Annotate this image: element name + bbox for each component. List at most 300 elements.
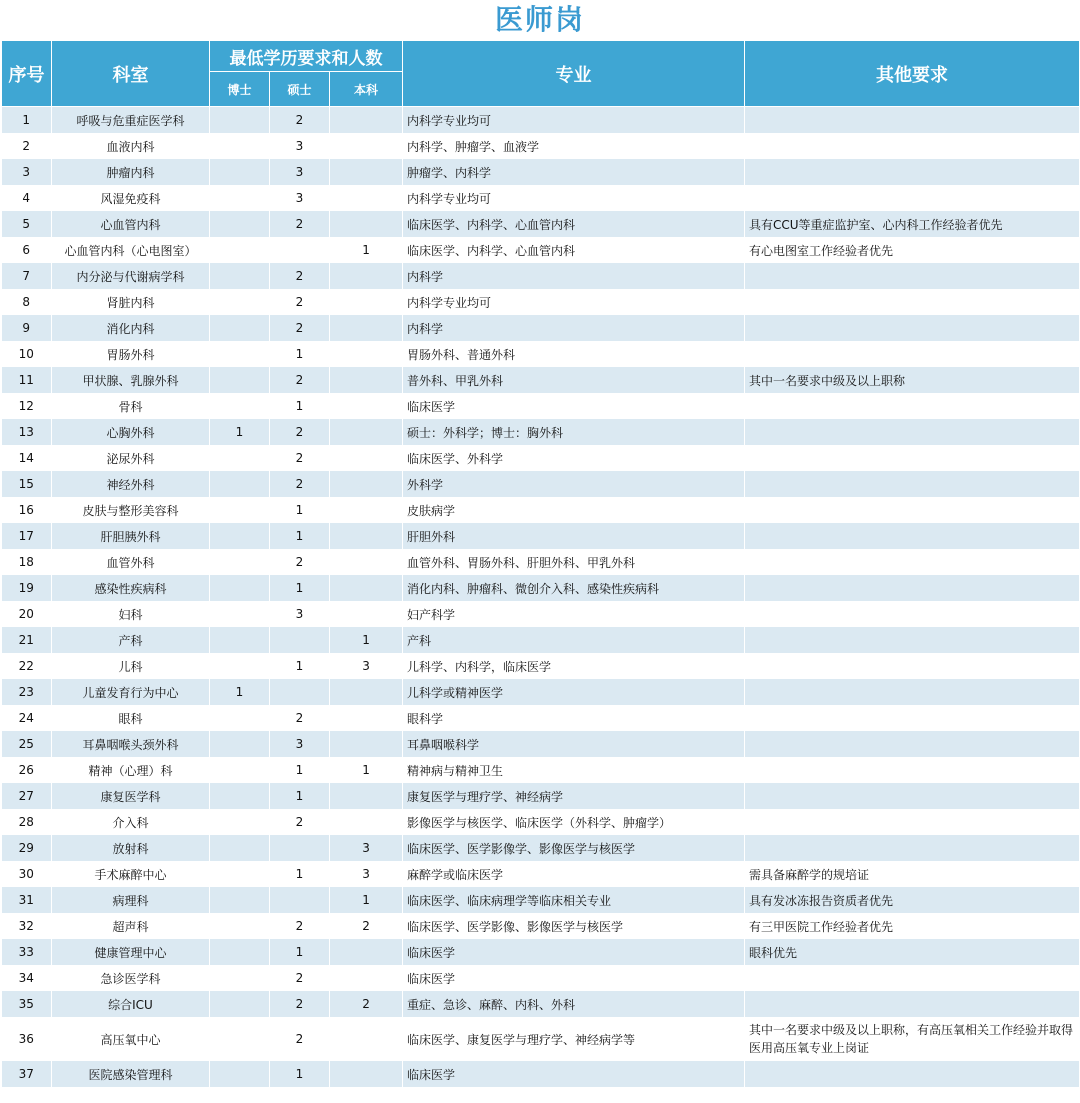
cell-other bbox=[745, 263, 1080, 289]
cell-major: 眼科学 bbox=[403, 705, 745, 731]
table-row bbox=[2, 523, 1080, 549]
cell-other bbox=[745, 549, 1080, 575]
cell-no: 13 bbox=[2, 419, 52, 445]
cell-bachelor bbox=[330, 341, 403, 367]
cell-phd bbox=[210, 185, 270, 211]
cell-master: 2 bbox=[270, 289, 330, 315]
table-body bbox=[2, 107, 1080, 1088]
cell-other: 其中一名要求中级及以上职称 bbox=[745, 367, 1080, 393]
cell-other bbox=[745, 835, 1080, 861]
cell-phd bbox=[210, 731, 270, 757]
cell-bachelor bbox=[330, 679, 403, 705]
cell-master: 1 bbox=[270, 393, 330, 419]
cell-other: 眼科优先 bbox=[745, 939, 1080, 965]
cell-major: 血管外科、胃肠外科、肝胆外科、甲乳外科 bbox=[403, 549, 745, 575]
cell-major: 临床医学 bbox=[403, 393, 745, 419]
cell-bachelor bbox=[330, 783, 403, 809]
table-row bbox=[2, 939, 1080, 965]
cell-bachelor: 3 bbox=[330, 653, 403, 679]
cell-phd bbox=[210, 211, 270, 237]
table-row bbox=[2, 679, 1080, 705]
cell-other bbox=[745, 419, 1080, 445]
table-row bbox=[2, 471, 1080, 497]
cell-major: 内科学、肿瘤学、血液学 bbox=[403, 133, 745, 159]
cell-dept: 眼科 bbox=[52, 705, 210, 731]
cell-master: 2 bbox=[270, 315, 330, 341]
cell-major: 普外科、甲乳外科 bbox=[403, 367, 745, 393]
cell-phd bbox=[210, 1061, 270, 1087]
cell-bachelor bbox=[330, 1017, 403, 1061]
table-row bbox=[2, 341, 1080, 367]
cell-no: 16 bbox=[2, 497, 52, 523]
cell-phd bbox=[210, 471, 270, 497]
cell-bachelor bbox=[330, 107, 403, 134]
cell-bachelor: 1 bbox=[330, 757, 403, 783]
cell-bachelor bbox=[330, 185, 403, 211]
cell-no: 7 bbox=[2, 263, 52, 289]
table-row bbox=[2, 653, 1080, 679]
cell-no: 27 bbox=[2, 783, 52, 809]
table-row bbox=[2, 601, 1080, 627]
cell-dept: 心血管内科 bbox=[52, 211, 210, 237]
cell-phd bbox=[210, 965, 270, 991]
cell-master: 1 bbox=[270, 341, 330, 367]
cell-bachelor: 2 bbox=[330, 913, 403, 939]
table-row bbox=[2, 835, 1080, 861]
table-row bbox=[2, 263, 1080, 289]
cell-dept: 医院感染管理科 bbox=[52, 1061, 210, 1087]
cell-other bbox=[745, 341, 1080, 367]
header-phd: 博士 bbox=[210, 72, 270, 107]
table-row bbox=[2, 913, 1080, 939]
cell-other: 有心电图室工作经验者优先 bbox=[745, 237, 1080, 263]
cell-bachelor bbox=[330, 367, 403, 393]
table-row bbox=[2, 211, 1080, 237]
cell-major: 康复医学与理疗学、神经病学 bbox=[403, 783, 745, 809]
cell-phd: 1 bbox=[210, 679, 270, 705]
cell-no: 31 bbox=[2, 887, 52, 913]
cell-other bbox=[745, 185, 1080, 211]
cell-bachelor bbox=[330, 445, 403, 471]
cell-phd bbox=[210, 107, 270, 134]
cell-master: 2 bbox=[270, 809, 330, 835]
cell-phd bbox=[210, 991, 270, 1017]
table-row bbox=[2, 185, 1080, 211]
cell-dept: 高压氧中心 bbox=[52, 1017, 210, 1061]
cell-other: 其中一名要求中级及以上职称，有高压氧相关工作经验并取得医用高压氧专业上岗证 bbox=[745, 1017, 1080, 1061]
cell-dept: 综合ICU bbox=[52, 991, 210, 1017]
table-row bbox=[2, 575, 1080, 601]
cell-master: 1 bbox=[270, 861, 330, 887]
cell-dept: 肾脏内科 bbox=[52, 289, 210, 315]
table-row bbox=[2, 731, 1080, 757]
cell-major: 临床医学 bbox=[403, 1061, 745, 1087]
cell-other: 需具备麻醉学的规培证 bbox=[745, 861, 1080, 887]
cell-other: 具有发冰冻报告资质者优先 bbox=[745, 887, 1080, 913]
cell-bachelor bbox=[330, 965, 403, 991]
cell-other bbox=[745, 159, 1080, 185]
cell-no: 11 bbox=[2, 367, 52, 393]
cell-no: 3 bbox=[2, 159, 52, 185]
cell-bachelor bbox=[330, 159, 403, 185]
cell-bachelor bbox=[330, 263, 403, 289]
cell-no: 6 bbox=[2, 237, 52, 263]
table-row bbox=[2, 133, 1080, 159]
cell-major: 临床医学、医学影像、影像医学与核医学 bbox=[403, 913, 745, 939]
table-row bbox=[2, 367, 1080, 393]
cell-phd bbox=[210, 757, 270, 783]
cell-major: 硕士：外科学；博士：胸外科 bbox=[403, 419, 745, 445]
cell-bachelor bbox=[330, 575, 403, 601]
cell-dept: 血液内科 bbox=[52, 133, 210, 159]
cell-phd bbox=[210, 159, 270, 185]
cell-phd bbox=[210, 289, 270, 315]
cell-phd bbox=[210, 549, 270, 575]
cell-phd bbox=[210, 237, 270, 263]
cell-major: 临床医学、外科学 bbox=[403, 445, 745, 471]
cell-major: 内科学专业均可 bbox=[403, 289, 745, 315]
cell-no: 18 bbox=[2, 549, 52, 575]
cell-major: 儿科学或精神医学 bbox=[403, 679, 745, 705]
cell-no: 32 bbox=[2, 913, 52, 939]
cell-dept: 急诊医学科 bbox=[52, 965, 210, 991]
cell-master: 1 bbox=[270, 653, 330, 679]
cell-other bbox=[745, 497, 1080, 523]
cell-bachelor: 3 bbox=[330, 835, 403, 861]
cell-bachelor: 1 bbox=[330, 627, 403, 653]
cell-dept: 内分泌与代谢病学科 bbox=[52, 263, 210, 289]
cell-phd bbox=[210, 497, 270, 523]
cell-major: 消化内科、肿瘤科、微创介入科、感染性疾病科 bbox=[403, 575, 745, 601]
cell-bachelor bbox=[330, 939, 403, 965]
cell-dept: 风湿免疫科 bbox=[52, 185, 210, 211]
cell-other bbox=[745, 705, 1080, 731]
cell-no: 29 bbox=[2, 835, 52, 861]
table-row bbox=[2, 809, 1080, 835]
cell-dept: 放射科 bbox=[52, 835, 210, 861]
cell-major: 影像医学与核医学、临床医学（外科学、肿瘤学） bbox=[403, 809, 745, 835]
cell-bachelor bbox=[330, 523, 403, 549]
cell-phd bbox=[210, 575, 270, 601]
table-row bbox=[2, 1017, 1080, 1061]
table-row bbox=[2, 107, 1080, 134]
cell-no: 36 bbox=[2, 1017, 52, 1061]
table-row bbox=[2, 419, 1080, 445]
cell-other bbox=[745, 1061, 1080, 1087]
table-header bbox=[2, 41, 1080, 107]
table-row bbox=[2, 757, 1080, 783]
cell-no: 14 bbox=[2, 445, 52, 471]
cell-no: 25 bbox=[2, 731, 52, 757]
cell-phd bbox=[210, 835, 270, 861]
cell-dept: 介入科 bbox=[52, 809, 210, 835]
cell-no: 20 bbox=[2, 601, 52, 627]
cell-phd bbox=[210, 523, 270, 549]
cell-major: 耳鼻咽喉科学 bbox=[403, 731, 745, 757]
cell-major: 临床医学、临床病理学等临床相关专业 bbox=[403, 887, 745, 913]
table-row bbox=[2, 315, 1080, 341]
cell-other bbox=[745, 393, 1080, 419]
cell-phd bbox=[210, 367, 270, 393]
cell-phd bbox=[210, 861, 270, 887]
cell-other bbox=[745, 965, 1080, 991]
cell-other bbox=[745, 653, 1080, 679]
cell-dept: 甲状腺、乳腺外科 bbox=[52, 367, 210, 393]
table-row bbox=[2, 783, 1080, 809]
cell-other bbox=[745, 783, 1080, 809]
table-row bbox=[2, 549, 1080, 575]
cell-other bbox=[745, 575, 1080, 601]
cell-bachelor bbox=[330, 601, 403, 627]
cell-major: 内科学专业均可 bbox=[403, 107, 745, 134]
cell-master: 2 bbox=[270, 471, 330, 497]
cell-dept: 儿童发育行为中心 bbox=[52, 679, 210, 705]
cell-major: 临床医学 bbox=[403, 965, 745, 991]
cell-bachelor bbox=[330, 133, 403, 159]
cell-dept: 骨科 bbox=[52, 393, 210, 419]
cell-other bbox=[745, 601, 1080, 627]
cell-master: 1 bbox=[270, 1061, 330, 1087]
cell-no: 22 bbox=[2, 653, 52, 679]
cell-major: 内科学专业均可 bbox=[403, 185, 745, 211]
cell-dept: 肝胆胰外科 bbox=[52, 523, 210, 549]
cell-major: 儿科学、内科学，临床医学 bbox=[403, 653, 745, 679]
cell-no: 34 bbox=[2, 965, 52, 991]
cell-bachelor: 1 bbox=[330, 887, 403, 913]
cell-phd bbox=[210, 263, 270, 289]
cell-major: 肝胆外科 bbox=[403, 523, 745, 549]
cell-master: 2 bbox=[270, 419, 330, 445]
page-title: 医师岗 bbox=[494, 3, 585, 36]
cell-dept: 超声科 bbox=[52, 913, 210, 939]
header-edu-group: 最低学历要求和人数 bbox=[210, 41, 403, 72]
cell-major: 重症、急诊、麻醉、内科、外科 bbox=[403, 991, 745, 1017]
cell-major: 胃肠外科、普通外科 bbox=[403, 341, 745, 367]
cell-bachelor bbox=[330, 809, 403, 835]
cell-major: 肿瘤学、内科学 bbox=[403, 159, 745, 185]
cell-other: 具有CCU等重症监护室、心内科工作经验者优先 bbox=[745, 211, 1080, 237]
cell-no: 37 bbox=[2, 1061, 52, 1087]
cell-dept: 感染性疾病科 bbox=[52, 575, 210, 601]
cell-master: 3 bbox=[270, 731, 330, 757]
cell-bachelor bbox=[330, 211, 403, 237]
cell-master: 1 bbox=[270, 497, 330, 523]
table-row bbox=[2, 627, 1080, 653]
cell-phd bbox=[210, 783, 270, 809]
cell-master: 1 bbox=[270, 783, 330, 809]
cell-master: 2 bbox=[270, 107, 330, 134]
cell-master: 3 bbox=[270, 133, 330, 159]
cell-no: 4 bbox=[2, 185, 52, 211]
cell-dept: 妇科 bbox=[52, 601, 210, 627]
cell-master: 2 bbox=[270, 445, 330, 471]
table-row bbox=[2, 705, 1080, 731]
cell-dept: 胃肠外科 bbox=[52, 341, 210, 367]
cell-phd bbox=[210, 601, 270, 627]
cell-master: 3 bbox=[270, 185, 330, 211]
cell-no: 1 bbox=[2, 107, 52, 134]
cell-master: 1 bbox=[270, 939, 330, 965]
cell-dept: 心胸外科 bbox=[52, 419, 210, 445]
cell-no: 19 bbox=[2, 575, 52, 601]
cell-master: 2 bbox=[270, 367, 330, 393]
cell-master bbox=[270, 237, 330, 263]
table-row bbox=[2, 861, 1080, 887]
cell-dept: 健康管理中心 bbox=[52, 939, 210, 965]
cell-phd bbox=[210, 653, 270, 679]
cell-phd bbox=[210, 445, 270, 471]
cell-no: 21 bbox=[2, 627, 52, 653]
cell-no: 35 bbox=[2, 991, 52, 1017]
cell-other bbox=[745, 991, 1080, 1017]
cell-phd bbox=[210, 913, 270, 939]
cell-phd bbox=[210, 133, 270, 159]
cell-master: 1 bbox=[270, 575, 330, 601]
cell-bachelor bbox=[330, 393, 403, 419]
cell-other bbox=[745, 757, 1080, 783]
cell-major: 内科学 bbox=[403, 315, 745, 341]
cell-no: 23 bbox=[2, 679, 52, 705]
cell-master: 1 bbox=[270, 523, 330, 549]
cell-other bbox=[745, 471, 1080, 497]
cell-bachelor bbox=[330, 289, 403, 315]
cell-dept: 血管外科 bbox=[52, 549, 210, 575]
cell-other bbox=[745, 627, 1080, 653]
cell-bachelor bbox=[330, 549, 403, 575]
cell-dept: 精神（心理）科 bbox=[52, 757, 210, 783]
cell-dept: 耳鼻咽喉头颈外科 bbox=[52, 731, 210, 757]
cell-dept: 肿瘤内科 bbox=[52, 159, 210, 185]
cell-other bbox=[745, 523, 1080, 549]
cell-master: 3 bbox=[270, 601, 330, 627]
cell-master: 2 bbox=[270, 211, 330, 237]
cell-bachelor bbox=[330, 419, 403, 445]
cell-master: 2 bbox=[270, 913, 330, 939]
table-row bbox=[2, 445, 1080, 471]
header-major: 专业 bbox=[403, 41, 745, 107]
cell-other bbox=[745, 679, 1080, 705]
cell-phd bbox=[210, 705, 270, 731]
table-row bbox=[2, 1061, 1080, 1087]
header-other: 其他要求 bbox=[745, 41, 1080, 107]
cell-phd: 1 bbox=[210, 419, 270, 445]
cell-major: 皮肤病学 bbox=[403, 497, 745, 523]
cell-dept: 儿科 bbox=[52, 653, 210, 679]
cell-no: 2 bbox=[2, 133, 52, 159]
cell-master: 2 bbox=[270, 263, 330, 289]
cell-master: 2 bbox=[270, 991, 330, 1017]
cell-dept: 产科 bbox=[52, 627, 210, 653]
table-row bbox=[2, 289, 1080, 315]
cell-dept: 神经外科 bbox=[52, 471, 210, 497]
cell-no: 33 bbox=[2, 939, 52, 965]
cell-other bbox=[745, 289, 1080, 315]
cell-bachelor bbox=[330, 731, 403, 757]
header-master: 硕士 bbox=[270, 72, 330, 107]
positions-table bbox=[1, 40, 1080, 1087]
cell-no: 9 bbox=[2, 315, 52, 341]
cell-major: 麻醉学或临床医学 bbox=[403, 861, 745, 887]
cell-bachelor bbox=[330, 497, 403, 523]
table-row bbox=[2, 887, 1080, 913]
cell-no: 15 bbox=[2, 471, 52, 497]
table-row bbox=[2, 965, 1080, 991]
cell-major: 临床医学、内科学、心血管内科 bbox=[403, 237, 745, 263]
cell-other bbox=[745, 107, 1080, 134]
cell-master bbox=[270, 627, 330, 653]
cell-bachelor: 2 bbox=[330, 991, 403, 1017]
cell-bachelor bbox=[330, 471, 403, 497]
table-row bbox=[2, 237, 1080, 263]
header-bachelor: 本科 bbox=[330, 72, 403, 107]
cell-bachelor bbox=[330, 1061, 403, 1087]
cell-major: 内科学 bbox=[403, 263, 745, 289]
cell-dept: 病理科 bbox=[52, 887, 210, 913]
cell-no: 26 bbox=[2, 757, 52, 783]
cell-major: 临床医学、康复医学与理疗学、神经病学等 bbox=[403, 1017, 745, 1061]
cell-master: 2 bbox=[270, 965, 330, 991]
cell-master bbox=[270, 835, 330, 861]
cell-other bbox=[745, 133, 1080, 159]
cell-major: 精神病与精神卫生 bbox=[403, 757, 745, 783]
cell-master: 1 bbox=[270, 757, 330, 783]
cell-phd bbox=[210, 315, 270, 341]
cell-other bbox=[745, 315, 1080, 341]
cell-other bbox=[745, 731, 1080, 757]
cell-no: 10 bbox=[2, 341, 52, 367]
cell-bachelor bbox=[330, 315, 403, 341]
cell-no: 30 bbox=[2, 861, 52, 887]
cell-major: 临床医学、内科学、心血管内科 bbox=[403, 211, 745, 237]
header-no: 序号 bbox=[2, 41, 52, 107]
cell-no: 17 bbox=[2, 523, 52, 549]
cell-phd bbox=[210, 939, 270, 965]
cell-dept: 呼吸与危重症医学科 bbox=[52, 107, 210, 134]
cell-master: 2 bbox=[270, 705, 330, 731]
cell-bachelor: 3 bbox=[330, 861, 403, 887]
cell-no: 5 bbox=[2, 211, 52, 237]
cell-other bbox=[745, 809, 1080, 835]
cell-major: 妇产科学 bbox=[403, 601, 745, 627]
cell-phd bbox=[210, 1017, 270, 1061]
cell-master: 2 bbox=[270, 549, 330, 575]
cell-bachelor: 1 bbox=[330, 237, 403, 263]
cell-master: 2 bbox=[270, 1017, 330, 1061]
cell-dept: 心血管内科（心电图室） bbox=[52, 237, 210, 263]
cell-major: 外科学 bbox=[403, 471, 745, 497]
cell-dept: 泌尿外科 bbox=[52, 445, 210, 471]
table-row bbox=[2, 393, 1080, 419]
table-row bbox=[2, 159, 1080, 185]
table-row bbox=[2, 497, 1080, 523]
table-row bbox=[2, 991, 1080, 1017]
cell-dept: 消化内科 bbox=[52, 315, 210, 341]
cell-no: 24 bbox=[2, 705, 52, 731]
cell-dept: 皮肤与整形美容科 bbox=[52, 497, 210, 523]
cell-major: 产科 bbox=[403, 627, 745, 653]
cell-phd bbox=[210, 341, 270, 367]
cell-master bbox=[270, 887, 330, 913]
cell-phd bbox=[210, 393, 270, 419]
header-dept: 科室 bbox=[52, 41, 210, 107]
cell-master bbox=[270, 679, 330, 705]
cell-other bbox=[745, 445, 1080, 471]
cell-master: 3 bbox=[270, 159, 330, 185]
cell-phd bbox=[210, 887, 270, 913]
cell-no: 12 bbox=[2, 393, 52, 419]
cell-dept: 手术麻醉中心 bbox=[52, 861, 210, 887]
cell-no: 8 bbox=[2, 289, 52, 315]
